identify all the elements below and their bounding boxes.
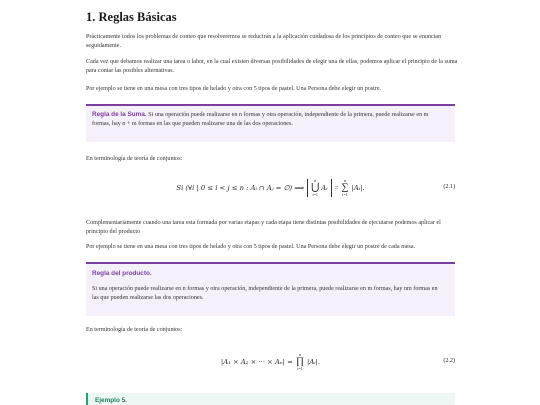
equation-1-number: (2.1): [443, 184, 455, 190]
union-upper-limit: n: [314, 177, 317, 183]
equation-product-rule: [86, 350, 455, 374]
sum-symbol: ∑: [341, 182, 349, 193]
sum-upper-limit: n: [343, 177, 346, 183]
sum-rule-content: [92, 111, 444, 128]
equation-1-lhs: Si (∀i | 0 ≤ i < j ≤ n : Aᵢ ∩ Aⱼ = ∅) ⟹: [176, 184, 305, 192]
equation-sum-rule: [86, 176, 455, 200]
equation-2-lhs: |A₁ × A₂ × ··· × Aₙ| =: [220, 358, 293, 366]
paragraph-set-terminology-2: En terminología de teoría de conjuntos:: [86, 327, 183, 333]
union-symbol: ⋃: [311, 182, 320, 193]
equation-1-equals: =: [334, 184, 339, 192]
sum-lower-limit: i=1: [342, 192, 348, 197]
union-lower-limit: i=1: [312, 192, 318, 197]
product-term: |Aᵢ|.: [307, 358, 321, 366]
paragraph-sum-principle: Cada vez que debamos realizar una tarea o labor, en la cual existen diversas posibilidades de elegir una de ellas, podemos aplicar el principio de la suma para contar las posibles alternativas.: [86, 59, 458, 74]
paragraph-intro: Prácticamente todos los problemas de conteo que resolveremos se reducirán a la aplicación cuidadosa de los principios de conteo que se enuncian seguidamente.: [86, 34, 442, 49]
product-lower-limit: i=1: [297, 366, 303, 371]
product-rule-box: [86, 262, 455, 316]
section-title: 1. Reglas Básicas: [86, 10, 177, 24]
paragraph-set-terminology-1: En terminología de teoría de conjuntos:: [86, 156, 183, 162]
sum-rule-text: Si una operación puede realizarse en n formas y otra operación, independiente de la primera, puede realizarse en m formas, hay n + m formas en las que pueden realizarse una de las dos operaciones.: [92, 112, 429, 127]
sum-rule-box: [86, 104, 455, 142]
sum-operator: [341, 179, 348, 198]
union-term: Aᵢ: [321, 184, 328, 192]
sum-term: |Aᵢ|.: [351, 184, 365, 192]
paragraph-sum-example: Por ejemplo se tiene en una mesa con tres tipos de helado y otra con 5 tipos de pastel. Una Persona debe elegir un postre.: [86, 86, 382, 92]
example-heading: Ejemplo 5.: [95, 397, 127, 404]
product-operator: [296, 353, 304, 372]
sum-rule-heading: Regla de la Suma.: [92, 111, 147, 118]
union-operator: [311, 179, 319, 198]
product-upper-limit: n: [298, 351, 301, 357]
equation-1-union-abs: [307, 179, 331, 197]
product-symbol: ∏: [295, 356, 305, 367]
paragraph-product-example: Por ejemplo se tiene en una mesa con tres tipos de helado y otra con 5 tipos de pastel. Una Persona debe elegir un postre de cada mesa.: [86, 244, 416, 250]
product-rule-text: Si una operación puede realizarse en n formas y otra operación, independiente de la primera, puede realizarse en m formas, hay nm formas en las que pueden realizarse las dos operaciones.: [92, 286, 438, 301]
paragraph-product-principle: Complementariamente cuando una tarea esta formada por varias etapas y cada etapa tiene distintas posibilidades de ejecutarse podemos aplicar el principio del producto: [86, 220, 441, 235]
equation-2-number: (2.2): [443, 358, 455, 364]
product-rule-heading: Regla del producto.: [92, 270, 152, 277]
example-box: [86, 393, 455, 405]
